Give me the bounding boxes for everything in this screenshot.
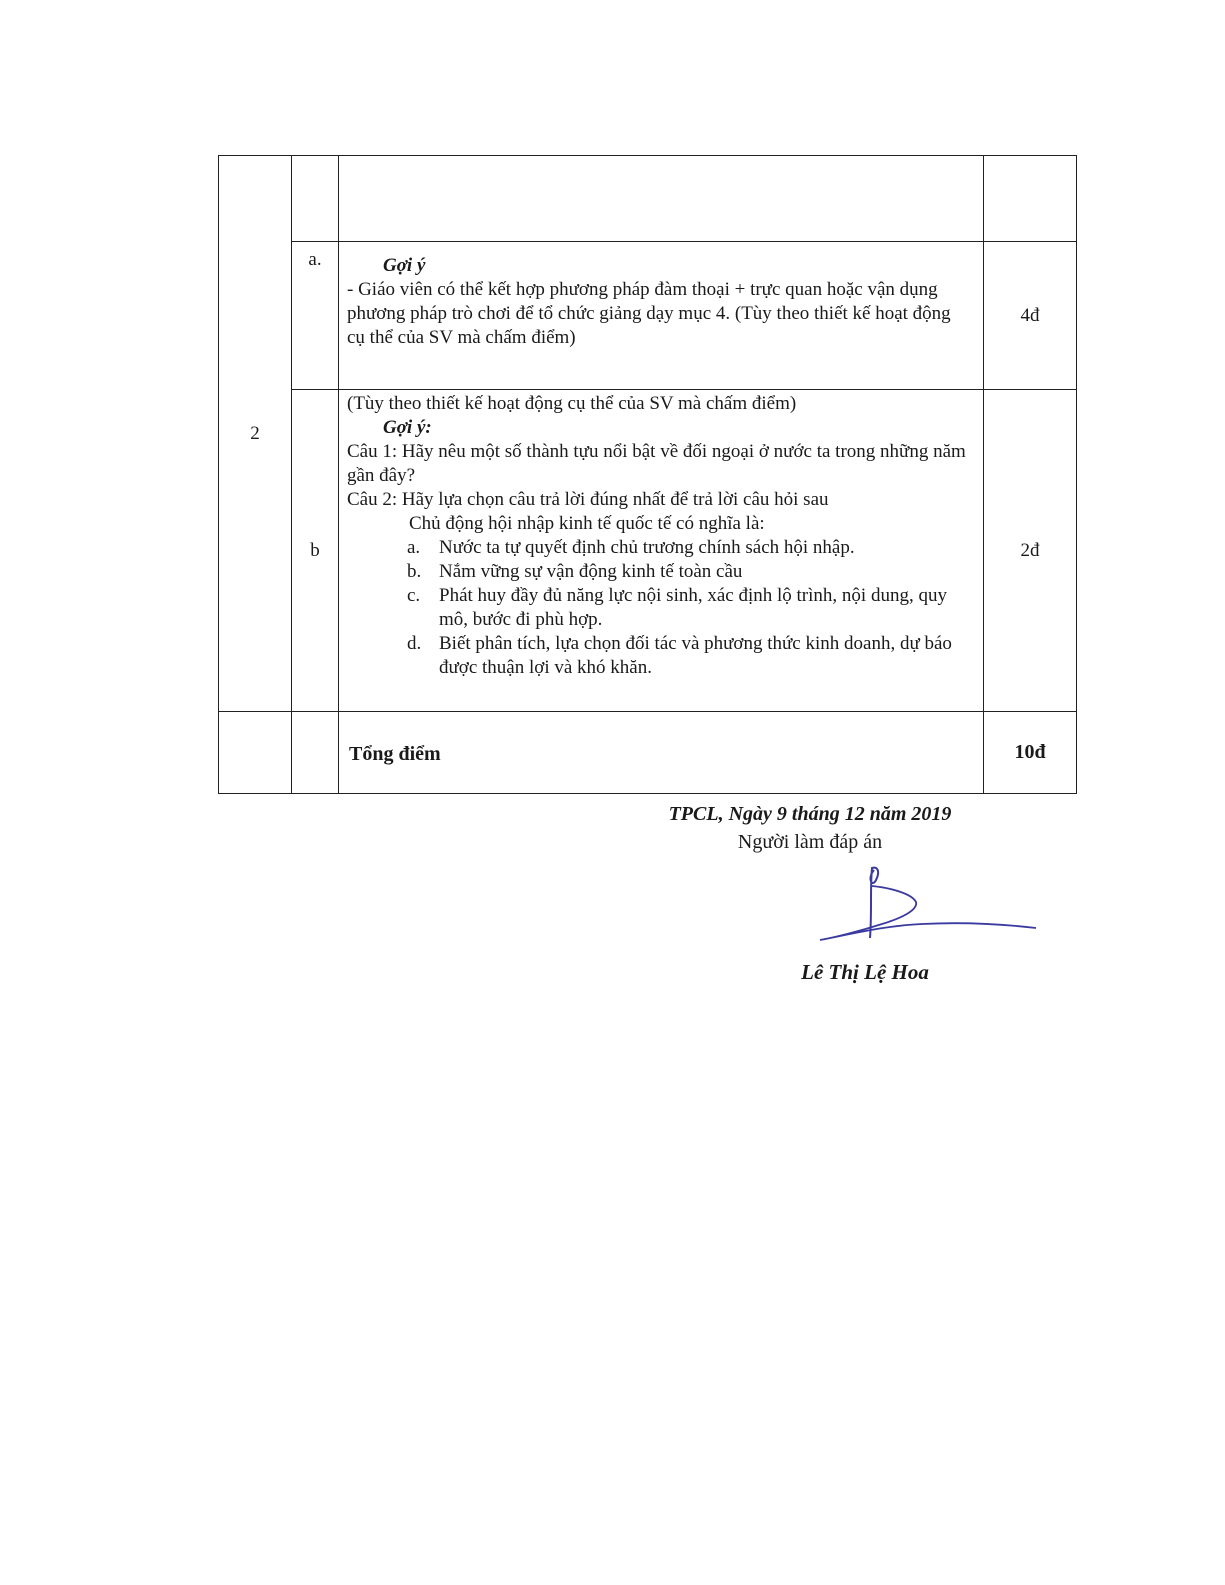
- total-part-cell: [292, 712, 339, 794]
- signer-name: Lê Thị Lệ Hoa: [801, 960, 929, 984]
- total-question-cell: [219, 712, 292, 794]
- answer-option: [347, 632, 973, 680]
- score-cell-empty: [984, 156, 1077, 242]
- answer-option: [347, 584, 973, 632]
- answer-options: [347, 536, 973, 680]
- option-text: Phát huy đầy đủ năng lực nội sinh, xác định lộ trình, nội dung, quy mô, bước đi phù hợp.: [439, 585, 947, 630]
- option-text: Nước ta tự quyết định chủ trương chính sách hội nhập.: [439, 537, 855, 558]
- signature-image: [812, 858, 1042, 948]
- part-cell-empty: [292, 156, 339, 242]
- table-row-part-a: [219, 242, 1077, 390]
- part-b-content: [339, 390, 984, 712]
- option-letter: c.: [407, 585, 421, 606]
- part-b-question-2: Câu 2: Hãy lựa chọn câu trả lời đúng nhất để trả lời câu hỏi sau: [347, 489, 829, 510]
- part-b-score-cell: [984, 390, 1077, 712]
- option-letter: a.: [407, 537, 421, 558]
- option-letter: b.: [407, 561, 422, 582]
- part-b-cell: [292, 390, 339, 712]
- part-b-note: (Tùy theo thiết kế hoạt động cụ thể của SV mà chấm điểm): [347, 393, 797, 414]
- author-role: Người làm đáp án: [737, 831, 883, 853]
- part-a-cell: [292, 242, 339, 390]
- total-label-cell: [339, 712, 984, 794]
- total-score: 10đ: [1014, 741, 1046, 763]
- answer-option: [347, 536, 973, 560]
- total-label: Tổng điểm: [349, 742, 441, 765]
- place-date: TPCL, Ngày 9 tháng 12 năm 2019: [668, 803, 952, 825]
- part-a-label: a.: [308, 249, 322, 270]
- table-row-part-b: [219, 390, 1077, 712]
- content-cell-empty: [339, 156, 984, 242]
- part-a-text: - Giáo viên có thể kết hợp phương pháp đàm thoại + trực quan hoặc vận dụng phương pháp trò chơi để tổ chức giảng dạy mục 4. (Tùy theo thiết kế hoạt động cụ thể của SV mà chấm điểm): [347, 279, 951, 348]
- table-row-total: [219, 712, 1077, 794]
- question-number-cell: [219, 156, 292, 712]
- total-score-cell: [984, 712, 1077, 794]
- part-b-question-2-prompt: Chủ động hội nhập kinh tế quốc tế có nghĩa là:: [409, 513, 765, 534]
- part-b-label: b: [310, 539, 320, 561]
- option-text: Nắm vững sự vận động kinh tế toàn cầu: [439, 561, 743, 582]
- part-b-question-1: Câu 1: Hãy nêu một số thành tựu nổi bật về đối ngoại ở nước ta trong những năm gần đây?: [347, 441, 966, 486]
- part-a-score: 4đ: [1020, 304, 1040, 326]
- part-b-score: 2đ: [1020, 539, 1040, 561]
- part-b-hint-title: Gợi ý:: [383, 417, 432, 438]
- grading-table: [218, 155, 1077, 794]
- part-a-content: [339, 242, 984, 390]
- question-number: 2: [250, 422, 260, 444]
- closing-block: [600, 800, 1020, 856]
- table-row-empty: [219, 156, 1077, 242]
- answer-option: [347, 560, 973, 584]
- option-letter: d.: [407, 633, 422, 654]
- part-a-hint-title: Gợi ý: [383, 255, 426, 276]
- part-a-score-cell: [984, 242, 1077, 390]
- option-text: Biết phân tích, lựa chọn đối tác và phương thức kinh doanh, dự báo được thuận lợi và khó khăn.: [439, 633, 952, 678]
